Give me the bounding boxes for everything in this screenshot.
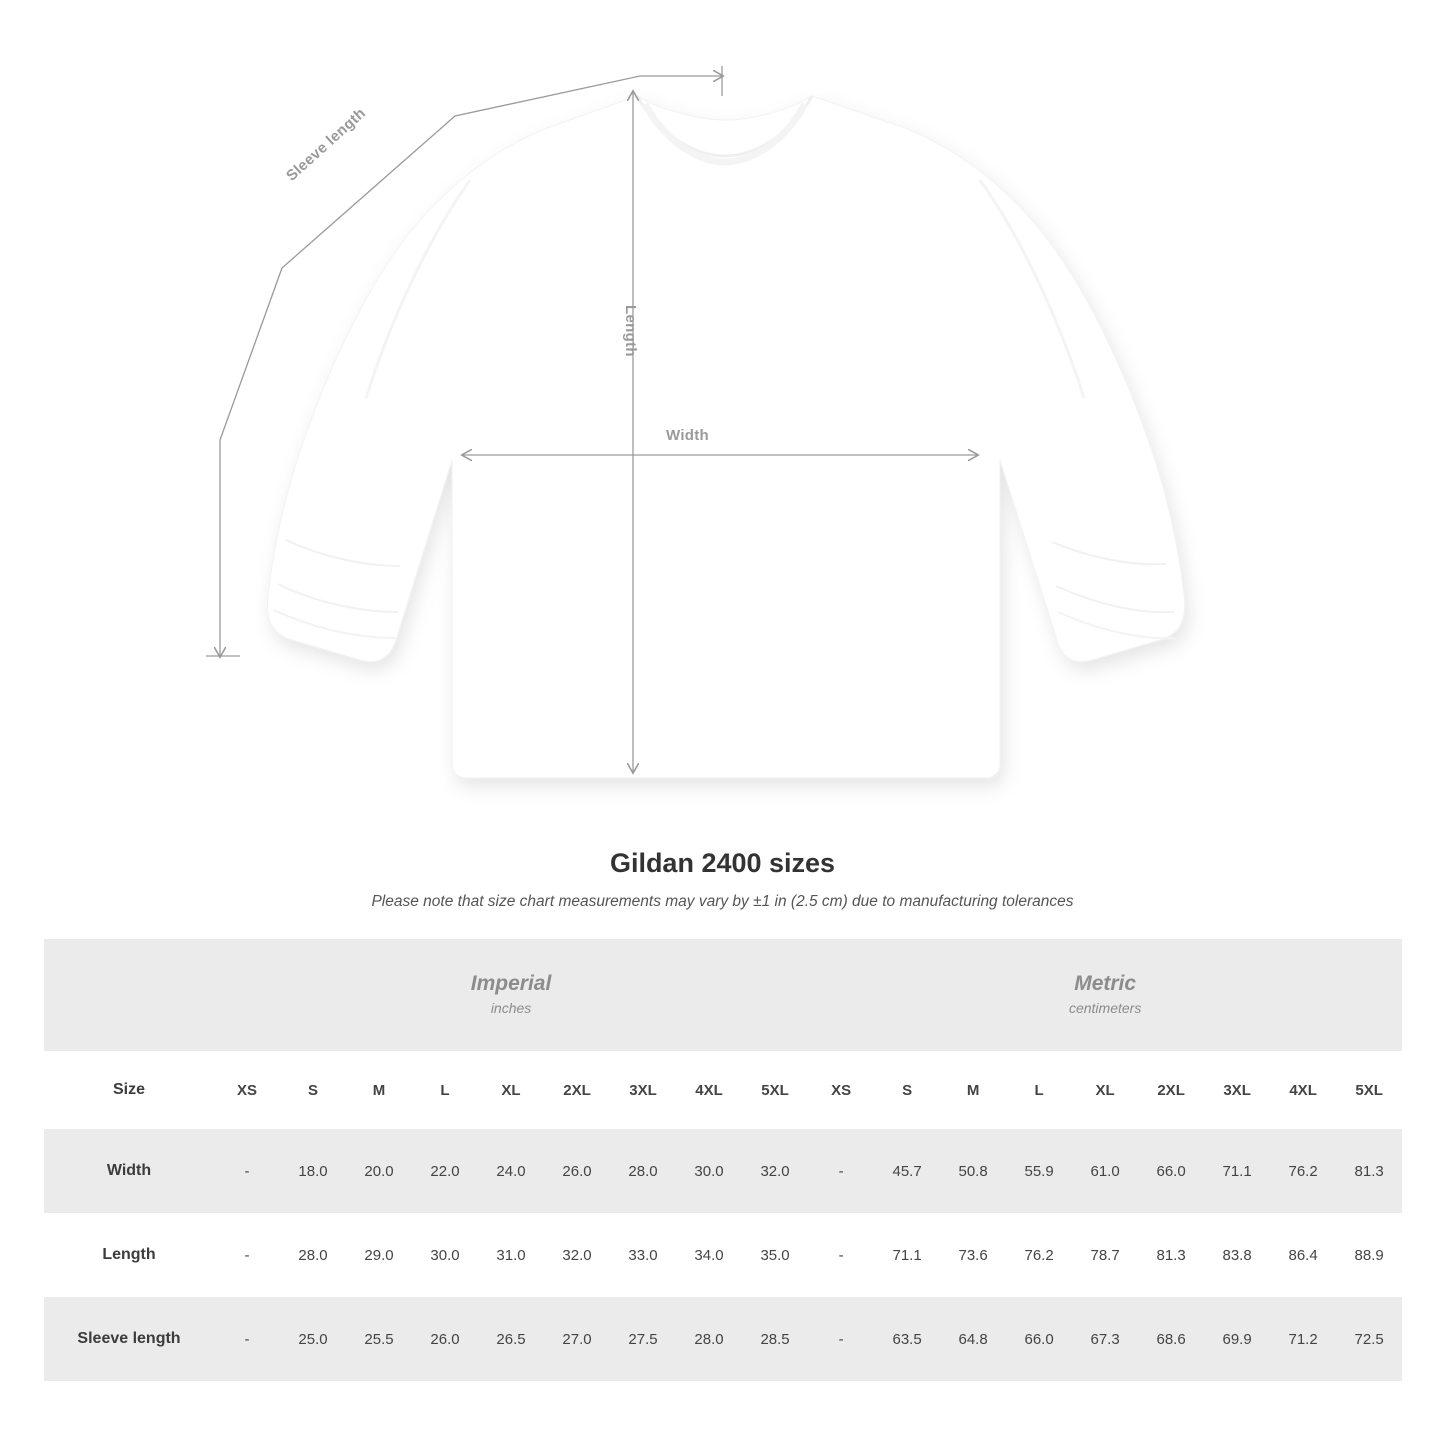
cell-sleeve-4: 26.5: [478, 1297, 544, 1381]
cell-length-16: 86.4: [1270, 1213, 1336, 1297]
col-head-4: XL: [478, 1051, 544, 1129]
cell-sleeve-15: 69.9: [1204, 1297, 1270, 1381]
cell-length-5: 32.0: [544, 1213, 610, 1297]
metric-label: Metric: [1074, 972, 1137, 996]
imperial-group-header: [214, 939, 808, 1051]
col-head-12: L: [1006, 1051, 1072, 1129]
cell-sleeve-7: 28.0: [676, 1297, 742, 1381]
cell-sleeve-17: 72.5: [1336, 1297, 1402, 1381]
cell-width-16: 76.2: [1270, 1129, 1336, 1213]
cell-sleeve-6: 27.5: [610, 1297, 676, 1381]
table-row: [44, 1213, 1402, 1297]
size-table-wrap: [44, 939, 1401, 1381]
cell-width-4: 24.0: [478, 1129, 544, 1213]
col-head-7: 4XL: [676, 1051, 742, 1129]
cell-length-3: 30.0: [412, 1213, 478, 1297]
unit-header-row: [44, 939, 1402, 1051]
cell-length-1: 28.0: [280, 1213, 346, 1297]
col-head-2: M: [346, 1051, 412, 1129]
cell-width-9: -: [808, 1129, 874, 1213]
title-block: [0, 848, 1445, 911]
cell-width-3: 22.0: [412, 1129, 478, 1213]
col-head-5: 2XL: [544, 1051, 610, 1129]
col-head-17: 5XL: [1336, 1051, 1402, 1129]
col-head-6: 3XL: [610, 1051, 676, 1129]
table-row: [44, 1129, 1402, 1213]
cell-sleeve-10: 63.5: [874, 1297, 940, 1381]
table-row: [44, 1297, 1402, 1381]
cell-width-8: 32.0: [742, 1129, 808, 1213]
length-label: Length: [622, 305, 639, 357]
cell-length-9: -: [808, 1213, 874, 1297]
width-label: Width: [666, 427, 710, 444]
size-chart-table: [44, 939, 1402, 1381]
imperial-sublabel: inches: [490, 1000, 532, 1017]
cell-sleeve-3: 26.0: [412, 1297, 478, 1381]
cell-sleeve-0: -: [214, 1297, 280, 1381]
cell-width-5: 26.0: [544, 1129, 610, 1213]
row-label-width: Width: [44, 1129, 214, 1213]
page-title: Gildan 2400 sizes: [609, 848, 836, 878]
col-head-10: S: [874, 1051, 940, 1129]
cell-length-14: 81.3: [1138, 1213, 1204, 1297]
size-header-label: Size: [44, 1051, 214, 1129]
cell-width-14: 66.0: [1138, 1129, 1204, 1213]
cell-length-10: 71.1: [874, 1213, 940, 1297]
cell-width-17: 81.3: [1336, 1129, 1402, 1213]
cell-length-17: 88.9: [1336, 1213, 1402, 1297]
sleeve-length-label: Sleeve length: [283, 104, 370, 185]
cell-length-7: 34.0: [676, 1213, 742, 1297]
cell-sleeve-2: 25.5: [346, 1297, 412, 1381]
col-head-13: XL: [1072, 1051, 1138, 1129]
cell-sleeve-1: 25.0: [280, 1297, 346, 1381]
imperial-label: Imperial: [470, 972, 552, 996]
cell-sleeve-16: 71.2: [1270, 1297, 1336, 1381]
row-label-length: Length: [44, 1213, 214, 1297]
cell-sleeve-11: 64.8: [940, 1297, 1006, 1381]
col-head-3: L: [412, 1051, 478, 1129]
cell-length-15: 83.8: [1204, 1213, 1270, 1297]
cell-width-10: 45.7: [874, 1129, 940, 1213]
cell-width-6: 28.0: [610, 1129, 676, 1213]
cell-length-2: 29.0: [346, 1213, 412, 1297]
cell-width-7: 30.0: [676, 1129, 742, 1213]
col-head-16: 4XL: [1270, 1051, 1336, 1129]
cell-length-8: 35.0: [742, 1213, 808, 1297]
cell-length-11: 73.6: [940, 1213, 1006, 1297]
cell-length-13: 78.7: [1072, 1213, 1138, 1297]
cell-length-12: 76.2: [1006, 1213, 1072, 1297]
cell-width-11: 50.8: [940, 1129, 1006, 1213]
cell-length-4: 31.0: [478, 1213, 544, 1297]
cell-sleeve-14: 68.6: [1138, 1297, 1204, 1381]
metric-sublabel: centimeters: [1068, 1000, 1142, 1017]
cell-width-12: 55.9: [1006, 1129, 1072, 1213]
cell-width-0: -: [214, 1129, 280, 1213]
cell-width-15: 71.1: [1204, 1129, 1270, 1213]
row-label-sleeve-length: Sleeve length: [44, 1297, 214, 1381]
col-head-14: 2XL: [1138, 1051, 1204, 1129]
col-head-1: S: [280, 1051, 346, 1129]
tolerance-note: Please note that size chart measurements may vary by ±1 in (2.5 cm) due to manufacturing tolerances: [371, 893, 1074, 910]
cell-width-1: 18.0: [280, 1129, 346, 1213]
col-head-15: 3XL: [1204, 1051, 1270, 1129]
cell-length-6: 33.0: [610, 1213, 676, 1297]
shirt-shape: [267, 96, 1184, 778]
col-head-8: 5XL: [742, 1051, 808, 1129]
cell-length-0: -: [214, 1213, 280, 1297]
cell-sleeve-8: 28.5: [742, 1297, 808, 1381]
cell-width-13: 61.0: [1072, 1129, 1138, 1213]
cell-sleeve-5: 27.0: [544, 1297, 610, 1381]
cell-sleeve-12: 66.0: [1006, 1297, 1072, 1381]
unit-spacer: [44, 939, 214, 1051]
col-head-9: XS: [808, 1051, 874, 1129]
cell-sleeve-9: -: [808, 1297, 874, 1381]
cell-sleeve-13: 67.3: [1072, 1297, 1138, 1381]
col-head-11: M: [940, 1051, 1006, 1129]
metric-group-header: [808, 939, 1402, 1051]
size-header-row: [44, 1051, 1402, 1129]
col-head-0: XS: [214, 1051, 280, 1129]
cell-width-2: 20.0: [346, 1129, 412, 1213]
